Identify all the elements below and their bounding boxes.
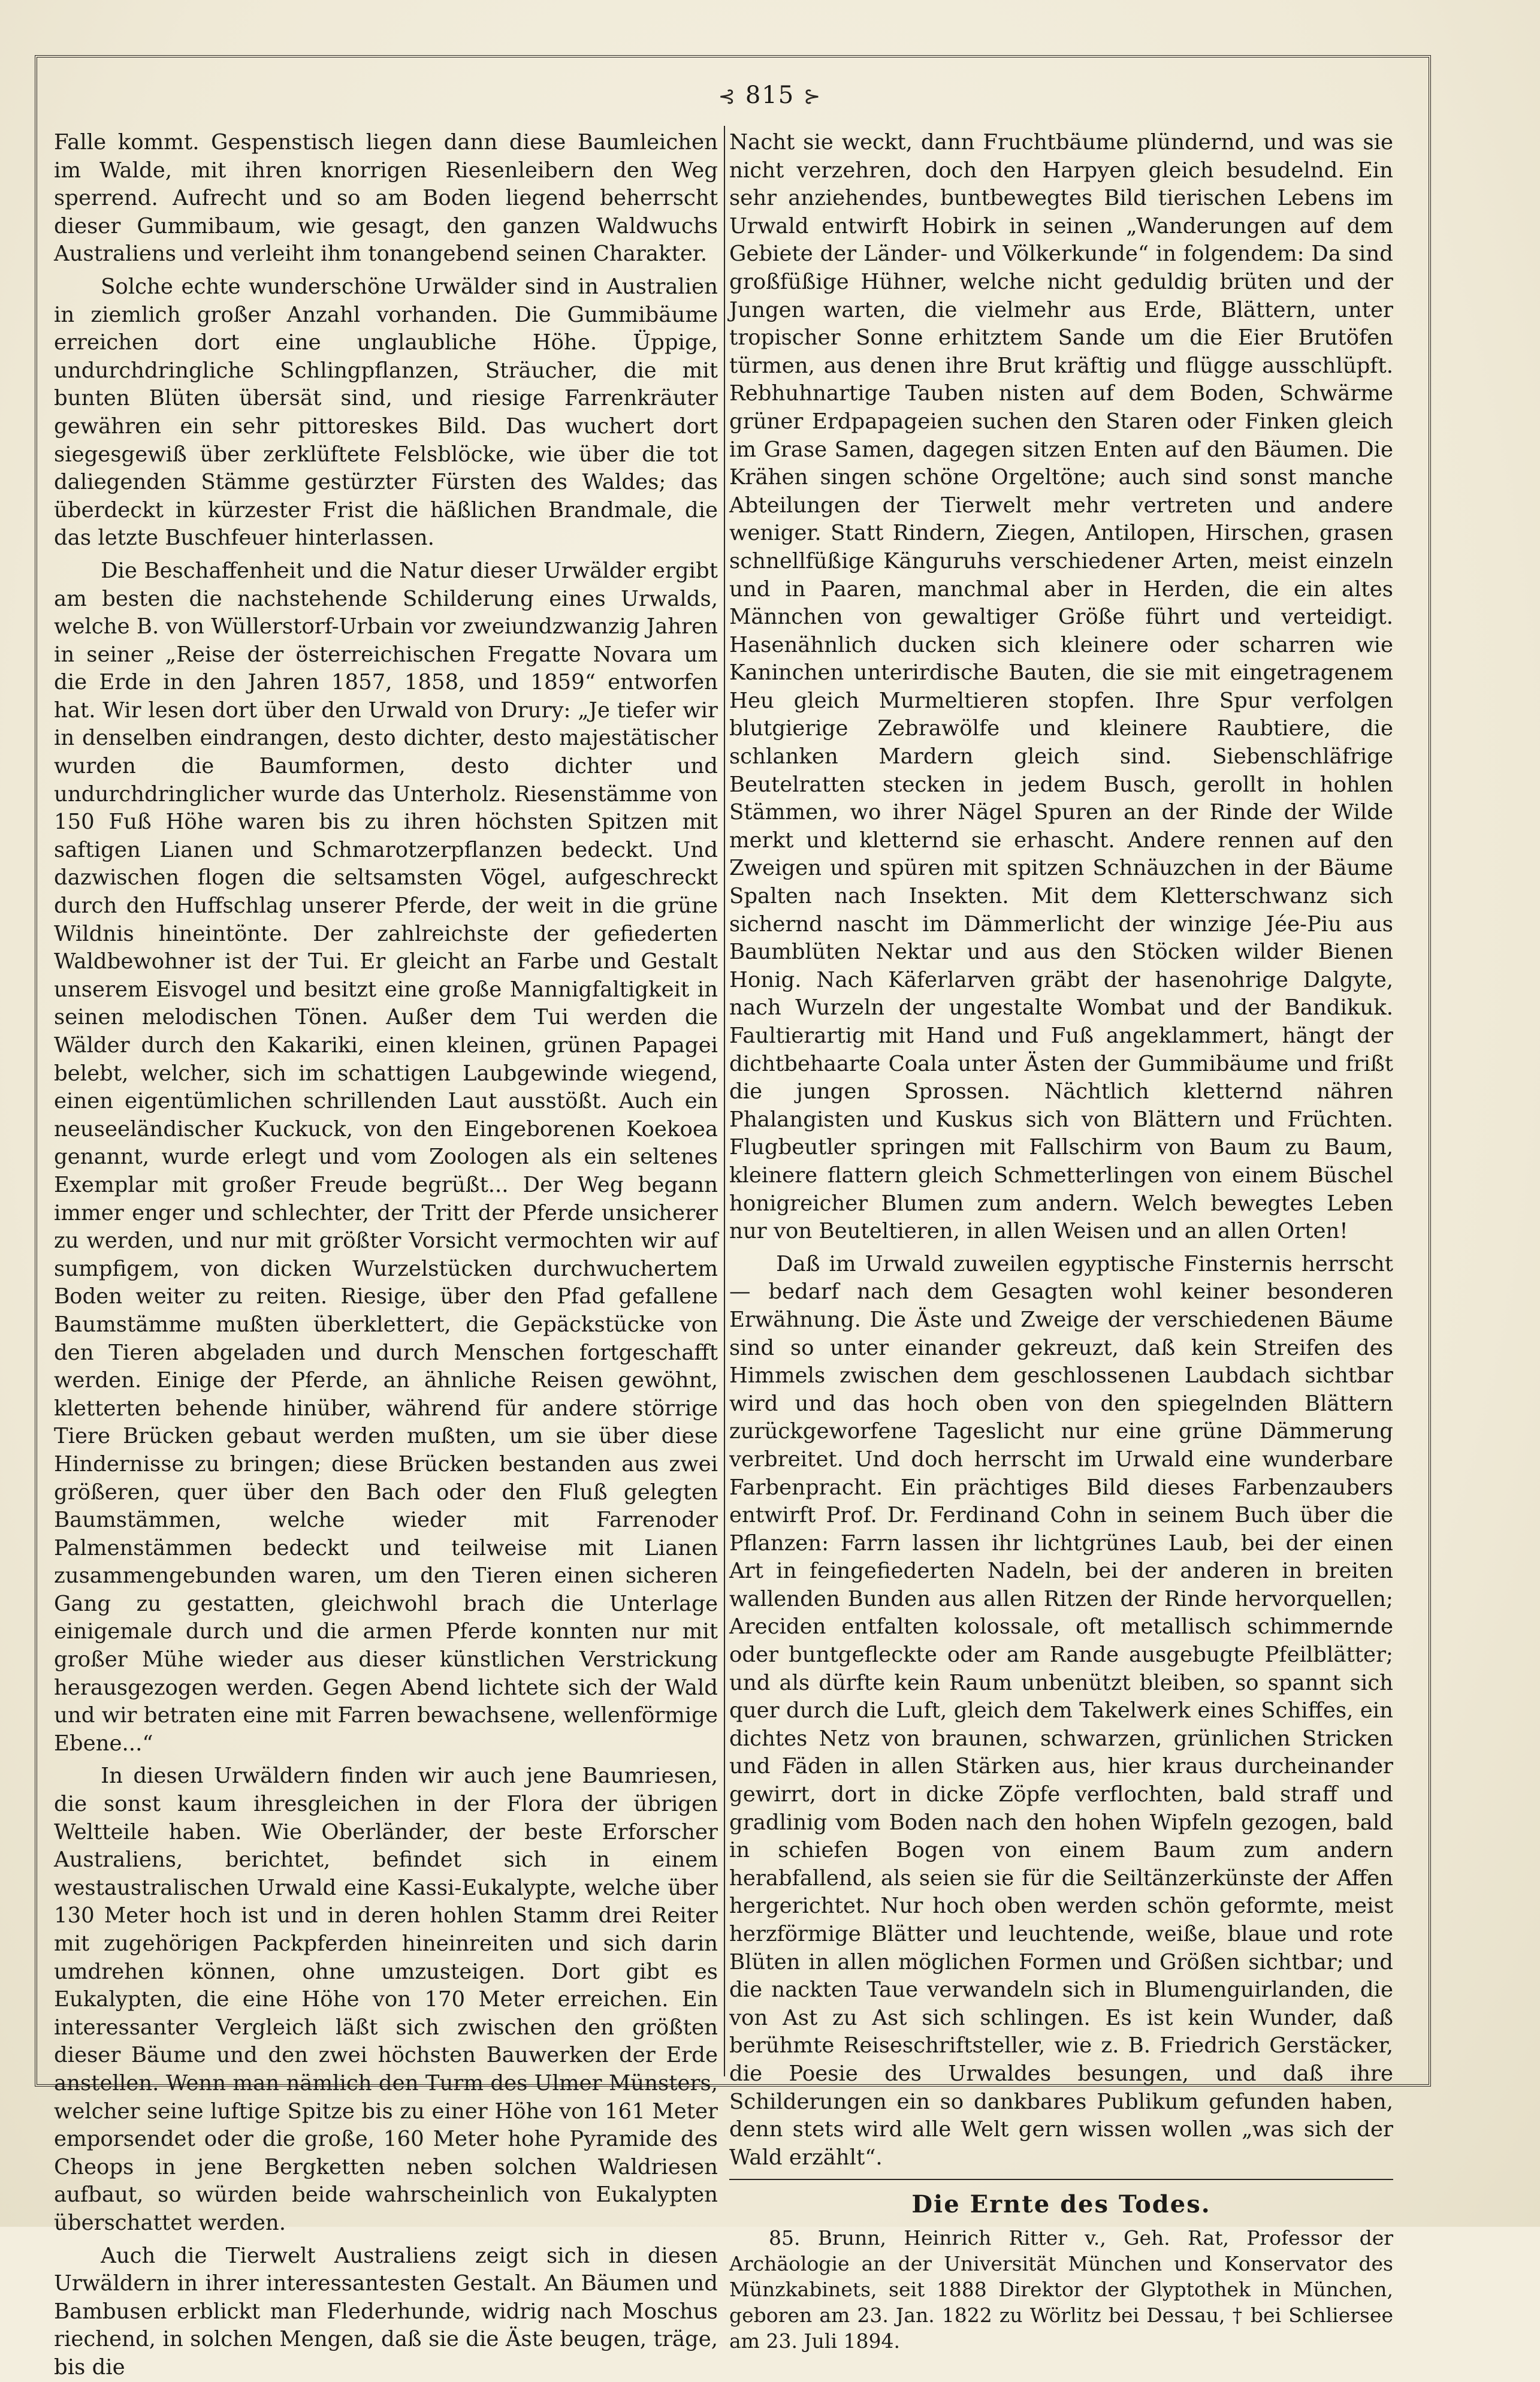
ornament-left-icon: ⊰ (718, 84, 737, 108)
paragraph: Daß im Urwald zuweilen egyptische Finsternis herrscht — bedarf nach dem Gesagten wohl keiner besonderen Erwähnung. Die Äste und Zweige der verschiedenen Bäume sind so unter einander gekreuzt, daß kein Streifen des Himmels zwischen dem geschlossenen Laubdach sichtbar wird und das hoch oben von den spiegelnden Blättern zurückgeworfene Tageslicht nur eine grüne Dämmerung verbreitet. Und doch herrscht im Urwald eine wunderbare Farbenpracht. Ein prächtiges Bild dieses Farbenzaubers entwirft Prof. Dr. Ferdinand Cohn in seinem Buch über die Pflanzen: Farrn lassen ihr lichtgrünes Laub, bei der einen Art in feingefiederten Nadeln, bei der anderen in breiten wallenden Bunden aus allen Ritzen der Rinde hervorquellen; Areciden entfalten kolossale, oft metallisch schimmernde oder buntgefleckte oder am Rande ausgebugte Pfeilblätter; und als dürfte kein Raum unbenützt bleiben, so spannt sich quer durch die Luft, gleich dem Takelwerk eines Schiffes, ein dichtes Netz von braunen, schwarzen, grünlichen Stricken und Fäden in allen Stärken aus, hier kraus durcheinander gewirrt, dort in dicke Zöpfe verflochten, bald straff und gradlinig vom Boden nach den hohen Wipfeln gezogen, bald in schiefen Bogen von einem Baum zum andern herabfallend, als seien sie für die Seiltänzerkünste der Affen hergerichtet. Nur hoch oben werden schön geformte, meist herzförmige Blätter und leuchtende, weiße, blaue und rote Blüten in allen möglichen Formen und Größen sichtbar; und die nackten Taue verwandeln sich in Blumenguirlanden, die von Ast zu Ast sich schlingen. Es ist kein Wunder, daß berühmte Reiseschriftsteller, wie z. B. Friedrich Gerstäcker, die Poesie des Urwaldes besungen, und daß ihre Schilderungen ein so dankbares Publikum gefunden haben, denn stets wird alle Welt gern wissen wollen „was sich der Wald erzählt“. (729, 1251, 1393, 2170)
paragraph: Auch die Tierwelt Australiens zeigt sich in diesen Urwäldern in ihrer interessantesten Gestalt. An Bäumen und Bambusen erblickt man Flederhunde, widrig nach Moschus riechend, in solchen Mengen, daß sie die Äste beugen, träge, bis die (54, 2243, 718, 2380)
paragraph: Falle kommt. Gespenstisch liegen dann diese Baumleichen im Walde, mit ihren knorrigen Riesenleibern den Weg sperrend. Aufrecht und so am Boden liegend beherrscht dieser Gummibaum, wie gesagt, den ganzen Waldwuchs Australiens und verleiht ihm tonangebend seinen Charakter. (54, 130, 718, 267)
paragraph: Solche echte wunderschöne Urwälder sind in Australien in ziemlich großer Anzahl vorhanden. Die Gummibäume erreichen dort eine unglaubliche Höhe. Üppige, undurchdringliche Schlingpflanzen, Sträucher, die mit bunten Blüten übersät sind, und riesige Farrenkräuter gewähren ein sehr pittoreskes Bild. Das wuchert dort siegesgewiß über zerklüftete Felsblöcke, wie über die tot daliegenden Stämme gestürzter Fürsten des Waldes; das überdeckt in kürzester Frist die häßlichen Brandmale, die das letzte Buschfeuer hinterlassen. (54, 274, 718, 551)
page-header (0, 81, 1540, 109)
column-divider (724, 126, 725, 2076)
paragraph: Nacht sie weckt, dann Fruchtbäume plündernd, und was sie nicht verzehren, doch den Harpyen gleich besudelnd. Ein sehr anziehendes, buntbewegtes Bild tierischen Lebens im Urwald entwirft Hobirk in seinen „Wanderungen auf dem Gebiete der Länder- und Völkerkunde“ in folgendem: Da sind großfüßige Hühner, welche nicht geduldig brüten und der Jungen warten, die vielmehr aus Erde, Blättern, unter tropischer Sonne erhitztem Sande um die Eier Brutöfen türmen, aus denen ihre Brut kräftig und flügge ausschlüpft. Rebhuhnartige Tauben nisten auf dem Boden, Schwärme grüner Erdpapageien suchen den Staren oder Finken gleich im Grase Samen, dagegen sitzen Enten auf den Bäumen. Die Krähen singen schöne Orgeltöne; auch sind sonst manche Abteilungen der Tierwelt mehr vertreten und andere weniger. Statt Rindern, Ziegen, Antilopen, Hirschen, grasen schnellfüßige Känguruhs verschiedener Arten, meist einzeln und in Paaren, manchmal aber in Herden, die ein altes Männchen von gewaltiger Größe führt und verteidigt. Hasenähnlich ducken sich kleinere oder scharren wie Kaninchen unterirdische Bauten, die sie mit eingetragenem Heu gleich Murmeltieren stopfen. Ihre Spur verfolgen blutgierige Zebrawölfe und kleinere Raubtiere, die schlanken Mardern gleich sind. Siebenschläfrige Beutelratten stecken in jedem Busch, gerollt in hohlen Stämmen, wo ihrer Nägel Spuren an der Rinde der Wilde merkt und kletternd sie erhascht. Andere rennen auf den Zweigen und spüren mit spitzen Schnäuzchen in der Bäume Spalten nach Insekten. Mit dem Kletterschwanz sich sichernd nascht im Dämmerlicht der winzige Jée-Piu aus Baumblüten Nektar und aus den Stöcken wilder Bienen Honig. Nach Käferlarven gräbt der hasenohrige Dalgyte, nach Wurzeln der ungestalte Wombat und der Bandikuk. Faultierartig mit Hand und Fuß angeklammert, hängt der dichtbehaarte Coala unter Ästen der Gummibäume und frißt die jungen Sprossen. Nächtlich kletternd nähren Phalangisten und Kuskus sich von Blättern und Früchten. Flugbeutler springen mit Fallschirm von Baum zu Baum, kleinere flattern gleich Schmetterlingen von einem Büschel honigreicher Blumen zum andern. Welch bewegtes Leben nur von Beuteltieren, in allen Weisen und an allen Orten! (729, 130, 1393, 1244)
left-column (54, 129, 718, 2380)
page-number: 815 (745, 81, 795, 109)
section-divider (729, 2179, 1393, 2180)
death-notice-block (729, 2225, 1393, 2354)
section-title: Die Ernte des Todes. (911, 2190, 1211, 2219)
paragraph: Die Beschaffenheit und die Natur dieser Urwälder ergibt am besten die nachstehende Schilderung eines Urwalds, welche B. von Wüllerstorf-Urbain vor zweiundzwanzig Jahren in seiner „Reise der österreichischen Fregatte Novara um die Erde in den Jahren 1857, 1858, und 1859“ entworfen hat. Wir lesen dort über den Urwald von Drury: „Je tiefer wir in denselben eindrangen, desto dichter, desto majestätischer wurden die Baumformen, desto dichter und undurchdringlicher wurde das Unterholz. Riesenstämme von 150 Fuß Höhe waren bis zu ihren höchsten Spitzen mit saftigen Lianen und Schmarotzerpflanzen bedeckt. Und dazwischen flogen die seltsamsten Vögel, aufgeschreckt durch den Huffschlag unserer Pferde, der weit in die grüne Wildnis hineintönte. Der zahlreichste der gefiederten Waldbewohner ist der Tui. Er gleicht an Farbe und Gestalt unserem Eisvogel und besitzt eine große Mannigfaltigkeit in seinen melodischen Tönen. Außer dem Tui werden die Wälder durch den Kakariki, einen kleinen, grünen Papagei belebt, welcher, sich im schattigen Laubgewinde wiegend, einen eigentümlichen schrillenden Laut ausstößt. Auch ein neuseeländischer Kuckuck, von den Eingeborenen Koekoea genannt, wurde erlegt und vom Zoologen als ein seltenes Exemplar mit großer Freude begrüßt... Der Weg begann immer enger und schlechter, der Tritt der Pferde unsicherer zu werden, und nur mit größter Vorsicht vermochten wir auf sumpfigem, von dicken Wurzelstücken durchwuchertem Boden weiter zu reiten. Riesige, über den Pfad gefallene Baumstämme mußten überklettert, die Gepäckstücke von den Tieren abgeladen und durch Menschen fortgeschafft werden. Einige der Pferde, an ähnliche Reisen gewöhnt, kletterten behende hinüber, während für andere störrige Tiere Brücken gebaut werden mußten, um sie über diese Hindernisse zu bringen; diese Brücken bestanden aus zwei größeren, quer über den Bach oder den Fluß gelegten Baumstämmen, welche wieder mit Farrenoder Palmenstämmen bedeckt und teilweise mit Lianen zusammengebunden waren, um den Tieren einen sicheren Gang zu gestatten, gleichwohl brach die Unterlage einigemale durch und die armen Pferde konnten nur mit großer Mühe wieder aus dieser künstlichen Verstrickung herausgezogen werden. Gegen Abend lichtete sich der Wald und wir betraten eine mit Farren bewachsene, wellenförmige Ebene...“ (54, 558, 718, 1756)
ornament-right-icon: ⊱ (803, 84, 822, 108)
death-notice: 85. Brunn, Heinrich Ritter v., Geh. Rat, Professor der Archäologie an der Universität München und Konservator des Münzkabinets, seit 1888 Direktor der Glyptothek in München, geboren am 23. Jan. 1822 zu Wörlitz bei Dessau, † bei Schliersee am 23. Juli 1894. (729, 2226, 1393, 2353)
right-column (729, 129, 1393, 2353)
paragraph: In diesen Urwäldern finden wir auch jene Baumriesen, die sonst kaum ihresgleichen in der Flora der übrigen Weltteile haben. Wie Oberländer, der beste Erforscher Australiens, berichtet, befindet sich in einem westaustralischen Urwald eine Kassi-Eukalypte, welche über 130 Meter hoch ist und in deren hohlen Stamm drei Reiter mit zugehörigen Packpferden hineinreiten und sich darin umdrehen können, ohne umzusteigen. Dort gibt es Eukalypten, die eine Höhe von 170 Meter erreichen. Ein interessanter Vergleich läßt sich zwischen den größten dieser Bäume und den zwei höchsten Bauwerken der Erde anstellen. Wenn man nämlich den Turm des Ulmer Münsters, welcher seine luftige Spitze bis zu einer Höhe von 161 Meter emporsendet oder die große, 160 Meter hohe Pyramide des Cheops in jene Bergketten neben solchen Waldriesen aufbaut, so würden beide wahrscheinlich von Eukalypten überschattet werden. (54, 1764, 718, 2235)
